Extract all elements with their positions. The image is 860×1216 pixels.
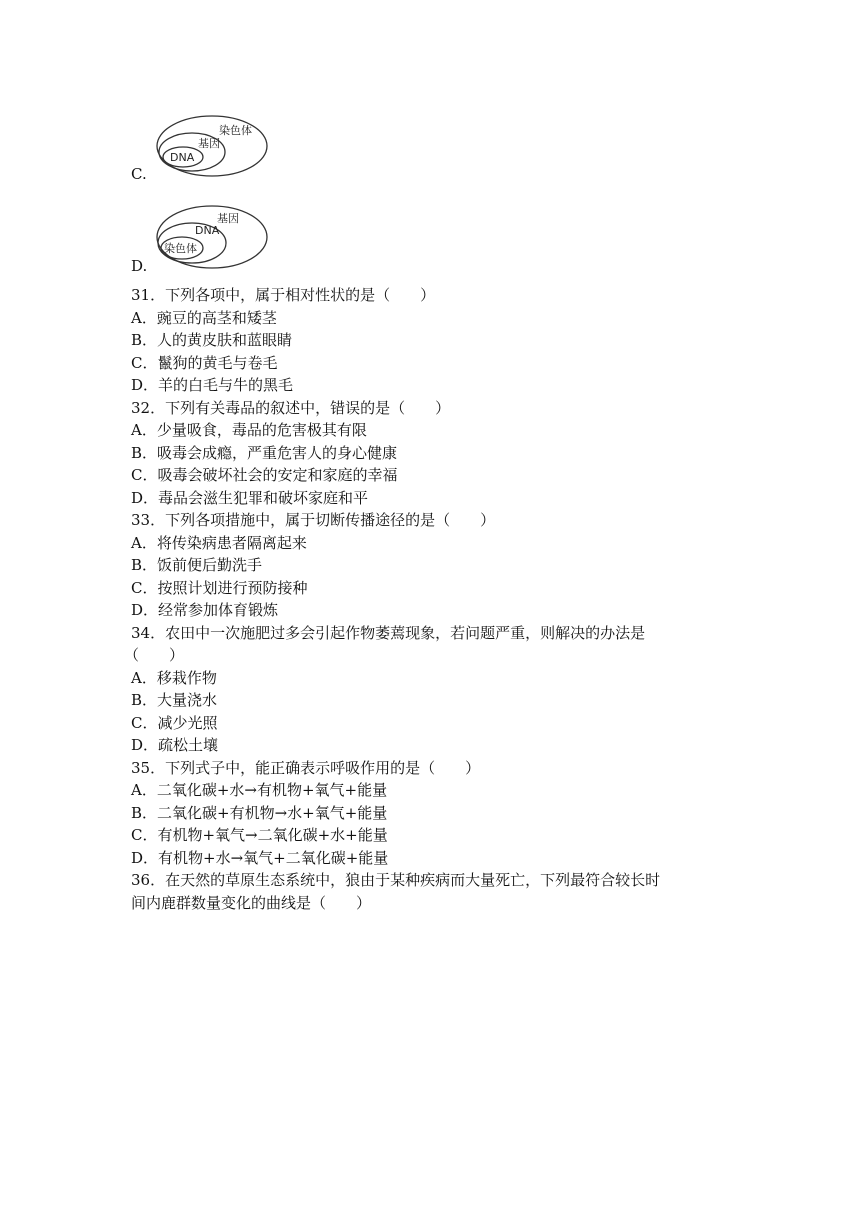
question-35-stem: 35．下列式子中，能正确表示呼吸作用的是（ ） xyxy=(131,759,481,777)
question-35-option-c: C．有机物+氧气→二氧化碳+水+能量 xyxy=(131,826,388,844)
question-34-option-b: B．大量浇水 xyxy=(131,691,218,709)
question-36-stem: 36．在天然的草原生态系统中，狼由于某种疾病而大量死亡，下列最符合较长时 xyxy=(131,871,661,889)
question-34-stem-cont: （ ） xyxy=(124,646,185,664)
diagram-option-c xyxy=(155,112,275,184)
question-31-option-d: D．羊的白毛与牛的黑毛 xyxy=(131,376,294,394)
question-34-option-c: C．减少光照 xyxy=(131,714,218,732)
inner-label: 染色体 xyxy=(164,242,197,255)
question-35-option-b: B．二氧化碳+有机物→水+氧气+能量 xyxy=(131,804,388,822)
question-32-option-a: A．少量吸食，毒品的危害极其有限 xyxy=(131,421,367,439)
option-d-letter: D. xyxy=(131,257,148,275)
question-32-option-b: B．吸毒会成瘾，严重危害人的身心健康 xyxy=(131,444,398,462)
middle-label: DNA xyxy=(195,224,220,237)
question-33-option-b: B．饭前便后勤洗手 xyxy=(131,556,263,574)
question-33-stem: 33．下列各项措施中，属于切断传播途径的是（ ） xyxy=(131,511,496,529)
question-32-stem: 32．下列有关毒品的叙述中，错误的是（ ） xyxy=(131,399,451,417)
question-34-option-d: D．疏松土壤 xyxy=(131,736,219,754)
question-35-option-d: D．有机物+水→氧气+二氧化碳+能量 xyxy=(131,849,389,867)
outer-label: 基因 xyxy=(217,212,239,225)
question-31-option-a: A．豌豆的高茎和矮茎 xyxy=(131,309,277,327)
question-33-option-c: C．按照计划进行预防接种 xyxy=(131,579,308,597)
question-36-stem-cont: 间内鹿群数量变化的曲线是（ ） xyxy=(131,894,372,912)
question-31-option-c: C．鬣狗的黄毛与卷毛 xyxy=(131,354,278,372)
option-c-letter: C. xyxy=(131,165,147,183)
outer-label: 染色体 xyxy=(219,124,252,137)
question-32-option-d: D．毒品会滋生犯罪和破坏家庭和平 xyxy=(131,489,369,507)
question-33-option-a: A．将传染病患者隔离起来 xyxy=(131,534,307,552)
question-33-option-d: D．经常参加体育锻炼 xyxy=(131,601,279,619)
question-31-option-b: B．人的黄皮肤和蓝眼睛 xyxy=(131,331,293,349)
question-31-stem: 31．下列各项中，属于相对性状的是（ ） xyxy=(131,286,436,304)
question-34-stem: 34．农田中一次施肥过多会引起作物萎蔫现象，若问题严重，则解决的办法是 xyxy=(131,624,646,642)
middle-label: 基因 xyxy=(198,137,220,150)
diagram-option-d xyxy=(155,203,275,275)
question-32-option-c: C．吸毒会破坏社会的安定和家庭的幸福 xyxy=(131,466,398,484)
question-35-option-a: A．二氧化碳+水→有机物+氧气+能量 xyxy=(131,781,388,799)
inner-label: DNA xyxy=(170,151,195,164)
question-34-option-a: A．移栽作物 xyxy=(131,669,217,687)
